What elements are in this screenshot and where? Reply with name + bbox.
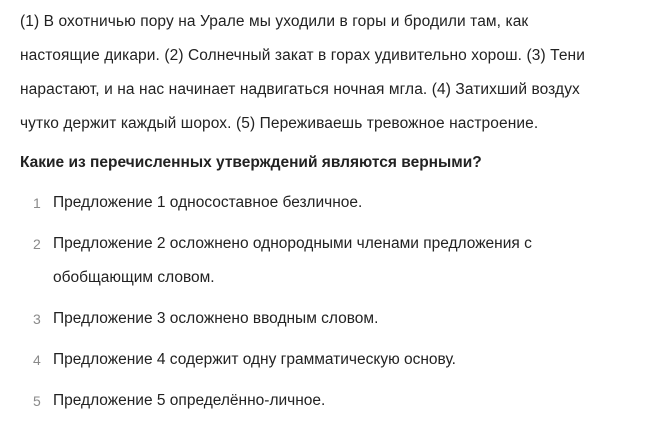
option-number: 2 [33,236,41,252]
source-text-line-3: нарастают, и на нас начинает надвигаться ночная мгла. (4) Затихший воздух [20,81,580,98]
answer-option-3[interactable] [20,302,628,336]
option-text [53,227,628,295]
option-text-line: Предложение 3 осложнено вводным словом. [53,310,379,327]
source-text-line-1: (1) В охотничью пору на Урале мы уходили в горы и бродили там, как [20,13,529,30]
option-number: 4 [33,352,41,368]
option-text [53,186,628,220]
answer-option-5[interactable] [20,384,628,418]
option-text [53,384,628,418]
option-text-line: Предложение 2 осложнено однородными членами предложения с [53,235,532,252]
answer-option-4[interactable] [20,343,628,377]
option-number: 3 [33,311,41,327]
source-text-line-2: настоящие дикари. (2) Солнечный закат в горах удивительно хорош. (3) Тени [20,47,585,64]
option-text-line: Предложение 4 содержит одну грамматическую основу. [53,351,456,368]
source-text [20,0,628,141]
question-text: Какие из перечисленных утверждений являются верными? [20,154,482,171]
option-number: 1 [33,195,41,211]
answer-option-1[interactable] [20,186,628,220]
answer-option-2[interactable] [20,227,628,295]
option-text-line: Предложение 5 определённо-личное. [53,392,326,409]
option-text [53,343,628,377]
source-text-line-4: чутко держит каждый шорох. (5) Переживаешь тревожное настроение. [20,115,539,132]
option-text-line: Предложение 1 односоставное безличное. [53,194,363,211]
option-text [53,302,628,336]
option-text-line: обобщающим словом. [53,269,215,286]
option-number: 5 [33,393,41,409]
answer-options-list [20,186,628,418]
